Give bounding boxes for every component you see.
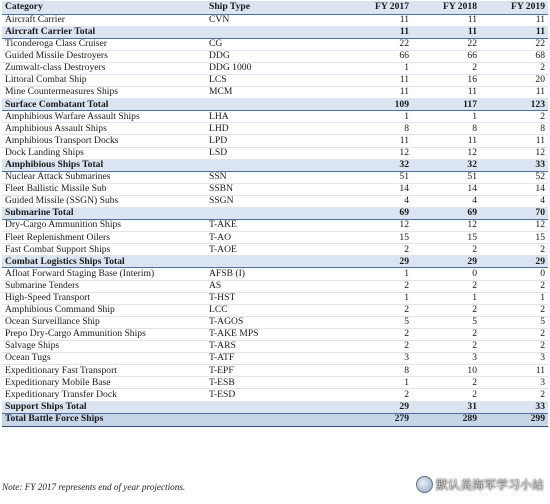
cell-category: Expeditionary Mobile Base [2,377,206,389]
cell-fy2019: 52 [480,171,548,183]
cell-fy2019: 8 [480,123,548,135]
table-row [2,341,548,353]
table-row [2,62,548,74]
cell-category: Expeditionary Transfer Dock [2,389,206,401]
cell-fy2018: 289 [412,413,480,426]
cell-fy2017: 12 [344,220,412,232]
cell-ship-type: LHD [206,123,344,135]
cell-ship-type [206,401,344,413]
cell-ship-type [206,208,344,220]
cell-fy2019: 70 [480,208,548,220]
cell-fy2019: 33 [480,159,548,171]
cell-category: Fleet Replenishment Oilers [2,232,206,244]
cell-fy2019: 11 [480,135,548,147]
cell-fy2017: 3 [344,353,412,365]
cell-category: Submarine Tenders [2,280,206,292]
cell-fy2018: 4 [412,195,480,207]
cell-category: Combat Logistics Ships Total [2,256,206,268]
cell-category: Ocean Surveillance Ship [2,316,206,328]
cell-fy2018: 11 [412,87,480,99]
cell-fy2018: 2 [412,62,480,74]
cell-ship-type: LPD [206,135,344,147]
cell-ship-type [206,256,344,268]
cell-fy2019: 3 [480,377,548,389]
cell-ship-type: MCM [206,87,344,99]
cell-ship-type: T-AO [206,232,344,244]
cell-fy2017: 51 [344,171,412,183]
cell-ship-type: LCC [206,304,344,316]
cell-fy2018: 14 [412,183,480,195]
table-row [2,353,548,365]
cell-fy2018: 10 [412,365,480,377]
cell-ship-type: T-ATF [206,353,344,365]
table-header-row [2,1,548,14]
cell-fy2018: 11 [412,14,480,26]
cell-fy2019: 3 [480,353,548,365]
cell-fy2017: 1 [344,62,412,74]
cell-fy2019: 33 [480,401,548,413]
cell-fy2019: 29 [480,256,548,268]
cell-fy2017: 11 [344,87,412,99]
cell-category: Littoral Combat Ship [2,74,206,86]
subtotal-row [2,401,548,413]
header-fy2017: FY 2017 [344,1,412,14]
header-fy2019: FY 2019 [480,1,548,14]
cell-ship-type: AS [206,280,344,292]
cell-ship-type: T-AKE MPS [206,328,344,340]
table-row [2,50,548,62]
cell-fy2018: 2 [412,280,480,292]
cell-ship-type: CG [206,38,344,50]
subtotal-row [2,208,548,220]
cell-ship-type [206,159,344,171]
cell-fy2017: 109 [344,99,412,111]
cell-fy2017: 22 [344,38,412,50]
cell-ship-type: T-ESD [206,389,344,401]
cell-fy2017: 2 [344,341,412,353]
watermark-text: 默认美海军学习小站 [435,478,544,492]
cell-fy2017: 2 [344,389,412,401]
cell-fy2019: 2 [480,341,548,353]
cell-fy2018: 3 [412,353,480,365]
cell-category: Expeditionary Fast Transport [2,365,206,377]
cell-fy2017: 15 [344,232,412,244]
cell-ship-type [206,99,344,111]
cell-fy2018: 2 [412,341,480,353]
cell-fy2017: 11 [344,74,412,86]
cell-fy2018: 66 [412,50,480,62]
table-row [2,304,548,316]
cell-ship-type: LHA [206,111,344,123]
cell-category: Amphibious Transport Docks [2,135,206,147]
cell-fy2019: 123 [480,99,548,111]
cell-fy2019: 4 [480,195,548,207]
cell-fy2017: 11 [344,26,412,38]
cell-ship-type [206,413,344,426]
table-row [2,183,548,195]
cell-ship-type: AFSB (I) [206,268,344,280]
cell-fy2018: 32 [412,159,480,171]
table-row [2,389,548,401]
cell-fy2017: 5 [344,316,412,328]
cell-category: Surface Combatant Total [2,99,206,111]
cell-fy2017: 29 [344,401,412,413]
cell-category: Submarine Total [2,208,206,220]
subtotal-row [2,256,548,268]
table-row [2,316,548,328]
cell-ship-type: SSN [206,171,344,183]
cell-category: Prepo Dry-Cargo Ammunition Ships [2,328,206,340]
cell-fy2018: 117 [412,99,480,111]
cell-fy2017: 14 [344,183,412,195]
cell-fy2017: 8 [344,123,412,135]
cell-fy2018: 1 [412,111,480,123]
table-row [2,280,548,292]
cell-fy2019: 2 [480,62,548,74]
cell-fy2017: 12 [344,147,412,159]
cell-fy2018: 12 [412,147,480,159]
grand-total-row [2,413,548,426]
cell-category: High-Speed Transport [2,292,206,304]
cell-category: Amphibious Assault Ships [2,123,206,135]
header-fy2018: FY 2018 [412,1,480,14]
cell-fy2018: 22 [412,38,480,50]
cell-fy2018: 11 [412,26,480,38]
cell-category: Amphibious Ships Total [2,159,206,171]
cell-ship-type: SSBN [206,183,344,195]
subtotal-row [2,26,548,38]
cell-category: Amphibious Command Ship [2,304,206,316]
table-row [2,123,548,135]
cell-ship-type: T-EPF [206,365,344,377]
cell-fy2017: 279 [344,413,412,426]
subtotal-row [2,99,548,111]
subtotal-row [2,159,548,171]
cell-fy2019: 2 [480,304,548,316]
cell-fy2019: 11 [480,14,548,26]
table-row [2,268,548,280]
cell-fy2018: 11 [412,135,480,147]
watermark-logo-icon [416,476,433,493]
cell-ship-type: T-HST [206,292,344,304]
cell-fy2019: 299 [480,413,548,426]
cell-fy2018: 51 [412,171,480,183]
cell-fy2018: 31 [412,401,480,413]
cell-fy2019: 2 [480,280,548,292]
cell-ship-type: SSGN [206,195,344,207]
cell-fy2018: 2 [412,389,480,401]
cell-category: Ticonderoga Class Cruiser [2,38,206,50]
cell-ship-type: T-AKE [206,220,344,232]
cell-category: Dock Landing Ships [2,147,206,159]
cell-category: Mine Countermeasures Ships [2,87,206,99]
cell-fy2018: 5 [412,316,480,328]
cell-ship-type: CVN [206,14,344,26]
cell-category: Amphibious Warfare Assault Ships [2,111,206,123]
cell-fy2019: 12 [480,220,548,232]
cell-fy2019: 1 [480,292,548,304]
watermark [416,476,544,493]
cell-category: Support Ships Total [2,401,206,413]
cell-fy2017: 4 [344,195,412,207]
cell-fy2017: 1 [344,292,412,304]
cell-category: Salvage Ships [2,341,206,353]
cell-ship-type: T-ARS [206,341,344,353]
cell-category: Ocean Tugs [2,353,206,365]
cell-category: Guided Missile (SSGN) Subs [2,195,206,207]
cell-fy2019: 11 [480,365,548,377]
table-row [2,220,548,232]
cell-category: Fast Combat Support Ships [2,244,206,256]
table-row [2,195,548,207]
table-row [2,365,548,377]
cell-fy2019: 22 [480,38,548,50]
cell-category: Afloat Forward Staging Base (Interim) [2,268,206,280]
cell-category: Guided Missile Destroyers [2,50,206,62]
table-row [2,111,548,123]
cell-fy2017: 1 [344,111,412,123]
cell-category: Dry-Cargo Ammunition Ships [2,220,206,232]
cell-fy2017: 2 [344,304,412,316]
cell-category: Aircraft Carrier Total [2,26,206,38]
cell-fy2019: 15 [480,232,548,244]
table-row [2,14,548,26]
table-body [2,14,548,426]
cell-ship-type [206,26,344,38]
cell-category: Zumwalt-class Destroyers [2,62,206,74]
cell-fy2018: 0 [412,268,480,280]
cell-fy2019: 2 [480,328,548,340]
cell-fy2018: 69 [412,208,480,220]
cell-fy2018: 2 [412,304,480,316]
cell-category: Fleet Ballistic Missile Sub [2,183,206,195]
cell-fy2017: 32 [344,159,412,171]
cell-fy2019: 0 [480,268,548,280]
cell-fy2017: 11 [344,135,412,147]
cell-fy2017: 2 [344,280,412,292]
battle-force-table [2,1,548,427]
table-row [2,38,548,50]
cell-ship-type: LCS [206,74,344,86]
cell-fy2017: 1 [344,268,412,280]
cell-fy2018: 2 [412,377,480,389]
cell-fy2017: 11 [344,14,412,26]
table-row [2,171,548,183]
cell-fy2019: 12 [480,147,548,159]
cell-category: Aircraft Carrier [2,14,206,26]
table-row [2,87,548,99]
header-ship-type: Ship Type [206,1,344,14]
table-row [2,74,548,86]
cell-fy2017: 69 [344,208,412,220]
table-row [2,147,548,159]
cell-fy2018: 16 [412,74,480,86]
cell-fy2019: 11 [480,26,548,38]
cell-fy2017: 2 [344,244,412,256]
cell-fy2018: 8 [412,123,480,135]
cell-fy2019: 2 [480,389,548,401]
table-row [2,377,548,389]
cell-ship-type: DDG 1000 [206,62,344,74]
table-row [2,232,548,244]
cell-fy2017: 1 [344,377,412,389]
cell-fy2019: 5 [480,316,548,328]
table-footnote: Note: FY 2017 represents end of year projections. [2,482,186,492]
cell-fy2017: 29 [344,256,412,268]
cell-fy2017: 2 [344,328,412,340]
cell-ship-type: T-AOE [206,244,344,256]
cell-fy2019: 20 [480,74,548,86]
table-row [2,244,548,256]
cell-fy2018: 2 [412,244,480,256]
cell-ship-type: T-AGOS [206,316,344,328]
cell-fy2018: 12 [412,220,480,232]
cell-fy2018: 1 [412,292,480,304]
cell-fy2018: 2 [412,328,480,340]
cell-fy2018: 29 [412,256,480,268]
cell-ship-type: DDG [206,50,344,62]
header-category: Category [2,1,206,14]
cell-ship-type: T-ESB [206,377,344,389]
cell-fy2019: 2 [480,244,548,256]
cell-category: Total Battle Force Ships [2,413,206,426]
cell-ship-type: LSD [206,147,344,159]
cell-fy2019: 11 [480,87,548,99]
cell-fy2019: 68 [480,50,548,62]
cell-fy2017: 8 [344,365,412,377]
table-row [2,292,548,304]
cell-fy2017: 66 [344,50,412,62]
cell-fy2019: 2 [480,111,548,123]
table-row [2,328,548,340]
cell-category: Nuclear Attack Submarines [2,171,206,183]
cell-fy2018: 15 [412,232,480,244]
table-row [2,135,548,147]
cell-fy2019: 14 [480,183,548,195]
